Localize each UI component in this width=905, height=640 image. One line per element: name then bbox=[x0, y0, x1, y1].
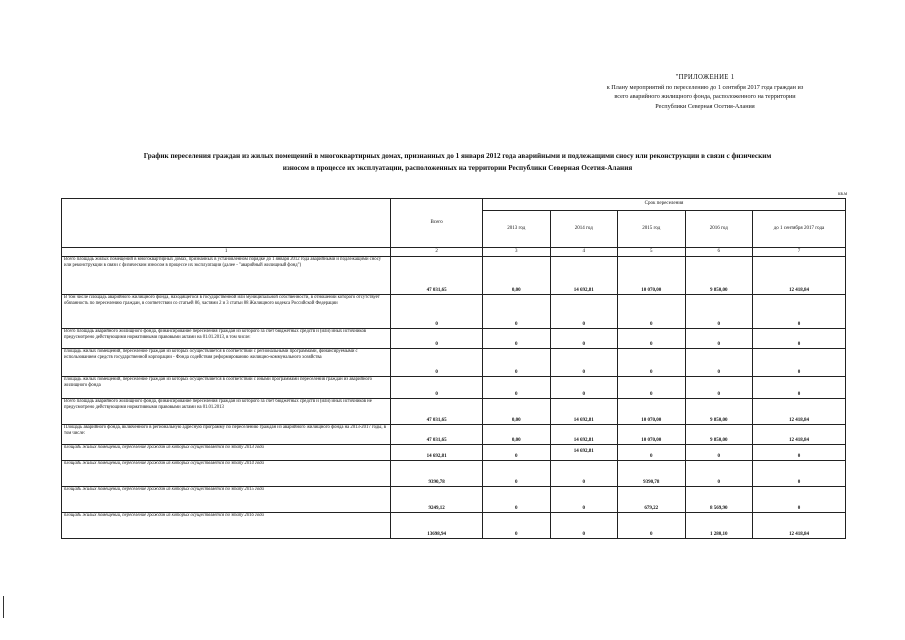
row-total-value: 9249,12 bbox=[391, 487, 483, 513]
row-year-value: 0 bbox=[550, 487, 618, 513]
row-description: площадь жилых помещений, переселение граждан из которых осуществляется по этапу 2013 года bbox=[62, 445, 391, 461]
row-total-value: 14 692,81 bbox=[391, 445, 483, 461]
header-year: 2013 год bbox=[482, 211, 550, 248]
row-year-value: 0 bbox=[753, 461, 846, 487]
appendix-heading: "ПРИЛОЖЕНИЕ 1 bbox=[675, 74, 735, 81]
resettlement-schedule-table bbox=[61, 198, 846, 539]
header-description-cell bbox=[62, 199, 391, 248]
row-total-value: 0 bbox=[391, 349, 483, 377]
header-year: до 1 сентября 2017 года bbox=[753, 211, 846, 248]
row-year-value: 0 bbox=[550, 461, 618, 487]
row-year-value: 0 bbox=[753, 329, 846, 349]
margin-mark bbox=[3, 596, 4, 618]
row-total-value: 0 bbox=[391, 295, 483, 329]
row-year-value: 9 850,00 bbox=[685, 257, 753, 295]
row-total-value: 13698,94 bbox=[391, 513, 483, 539]
row-year-value: 8 569,90 bbox=[685, 487, 753, 513]
row-year-value: 10 070,00 bbox=[618, 399, 686, 425]
row-year-value: 0 bbox=[753, 487, 846, 513]
row-total-value: 9390,78 bbox=[391, 461, 483, 487]
row-year-value: 0 bbox=[618, 377, 686, 399]
row-year-value: 0 bbox=[685, 329, 753, 349]
row-description: площадь жилых помещений, переселение граждан из которых осуществляется по этапу 2014 года bbox=[62, 461, 391, 487]
header-year: 2014 год bbox=[550, 211, 618, 248]
header-resettlement-period: Срок переселения bbox=[482, 199, 845, 211]
table-body bbox=[62, 257, 846, 539]
row-year-value: 0 bbox=[550, 329, 618, 349]
appendix-line: Республики Северная Осетия-Алания bbox=[655, 102, 755, 110]
row-year-value: 9 850,00 bbox=[685, 399, 753, 425]
row-year-value: 0 bbox=[482, 513, 550, 539]
row-total-value: 47 031,65 bbox=[391, 399, 483, 425]
table-row bbox=[62, 425, 846, 445]
row-description: площадь жилых помещений, переселение граждан из которых осуществляется в соответствии с иными программами переселения граждан из аварийного жилищного фонда bbox=[62, 377, 391, 399]
row-year-value: 0 bbox=[753, 349, 846, 377]
row-year-value: 12 418,84 bbox=[753, 425, 846, 445]
row-year-value: 12 418,84 bbox=[753, 399, 846, 425]
table-row bbox=[62, 295, 846, 329]
header-year: 2016 год bbox=[685, 211, 753, 248]
column-number: 5 bbox=[618, 248, 686, 257]
row-year-value: 0 bbox=[550, 349, 618, 377]
row-year-value: 0 bbox=[753, 445, 846, 461]
row-year-value: 679,22 bbox=[618, 487, 686, 513]
row-year-value: 1 280,10 bbox=[685, 513, 753, 539]
row-year-value: 0 bbox=[685, 445, 753, 461]
row-year-value: 0 bbox=[482, 487, 550, 513]
header-row bbox=[62, 199, 846, 211]
table-row bbox=[62, 377, 846, 399]
row-year-value: 0 bbox=[482, 445, 550, 461]
title-line: График переселения граждан из жилых помещений в многоквартирных домах, признанных до 1 января 2012 года аварийными и подлежащими сносу или реконструкции в связи с физическим bbox=[143, 152, 772, 160]
column-number: 4 bbox=[550, 248, 618, 257]
row-year-value: 0,00 bbox=[482, 257, 550, 295]
column-number: 1 bbox=[62, 248, 391, 257]
appendix-line: к Плану мероприятий по переселению до 1 сентября 2017 года граждан из bbox=[606, 83, 804, 91]
column-number: 7 bbox=[753, 248, 846, 257]
row-total-value: 47 031,65 bbox=[391, 257, 483, 295]
row-total-value: 0 bbox=[391, 329, 483, 349]
table-row bbox=[62, 445, 846, 461]
row-year-value: 14 692,81 bbox=[550, 425, 618, 445]
row-year-value: 0 bbox=[550, 377, 618, 399]
appendix-block bbox=[560, 73, 850, 111]
row-year-value: 0 bbox=[618, 329, 686, 349]
row-year-value: 10 070,00 bbox=[618, 425, 686, 445]
title-line: износом в процессе их эксплуатации, расположенных на территории Республики Северная Осетия-Алания bbox=[282, 164, 633, 172]
row-year-value: 10 070,00 bbox=[618, 257, 686, 295]
table-row bbox=[62, 487, 846, 513]
table-row bbox=[62, 329, 846, 349]
row-year-value: 9390,78 bbox=[618, 461, 686, 487]
row-year-value: 0 bbox=[482, 377, 550, 399]
row-year-value: 0,00 bbox=[482, 425, 550, 445]
row-year-value: 0 bbox=[685, 349, 753, 377]
row-year-value: 0 bbox=[482, 329, 550, 349]
row-year-value: 0 bbox=[482, 295, 550, 329]
row-year-value: 9 850,00 bbox=[685, 425, 753, 445]
table-row bbox=[62, 513, 846, 539]
row-year-value: 14 692,81 bbox=[550, 399, 618, 425]
table-row bbox=[62, 349, 846, 377]
units-label: кв.м bbox=[838, 192, 847, 197]
document-title bbox=[70, 150, 845, 174]
column-number: 3 bbox=[482, 248, 550, 257]
row-year-value: 0 bbox=[618, 295, 686, 329]
row-description: Всего площадь жилых помещений в многоквартирных домах, признанных в установленном порядке до 1 января 2012 года аварийными и подлежащими сносу или реконструкции в связи с физическим износом в процессе их эксплуатации (далее - "аварийный жилищный фонд") bbox=[62, 257, 391, 295]
row-description: площадь жилых помещений, переселение граждан из которых осуществляется по этапу 2015 года bbox=[62, 487, 391, 513]
row-year-value: 0 bbox=[685, 461, 753, 487]
row-year-value: 12 418,84 bbox=[753, 513, 846, 539]
row-description: площадь жилых помещений, переселение граждан из которых осуществляется в соответствии с региональными программами, финансируемыми с использованием средств государственной корпорации - Фонда содействия реформированию жилищно-коммунального хозяйства bbox=[62, 349, 391, 377]
column-number-row bbox=[62, 248, 846, 257]
table-row bbox=[62, 461, 846, 487]
row-year-value: 14 692,81 bbox=[550, 445, 618, 461]
table-row bbox=[62, 399, 846, 425]
row-year-value: 0 bbox=[753, 377, 846, 399]
row-description: Всего площадь аварийного жилищного фонда, финансирование переселения граждан из которого за счет бюджетных средств и (или) иных источников не предусмотрено действующими нормативными правовыми актами на 01.01.2013 bbox=[62, 399, 391, 425]
row-total-value: 47 031,65 bbox=[391, 425, 483, 445]
header-total: Всего bbox=[391, 199, 483, 248]
column-number: 2 bbox=[391, 248, 483, 257]
row-year-value: 0 bbox=[685, 295, 753, 329]
row-description: В том числе площадь аварийного жилищного фонда, находящегося в государственной или муниципальной собственности, в отношении которого отсутствует обязанность по переселению граждан, в соответствии со статьей 86, частями 2 и 3 статьи 88 Жилищного кодекса Российской Федерации bbox=[62, 295, 391, 329]
row-year-value: 0 bbox=[685, 377, 753, 399]
appendix-line: всего аварийного жилищного фонда, расположенного на территории bbox=[614, 93, 796, 100]
row-year-value: 0 bbox=[753, 295, 846, 329]
row-year-value: 12 418,84 bbox=[753, 257, 846, 295]
row-year-value: 0 bbox=[550, 513, 618, 539]
row-year-value: 0 bbox=[482, 461, 550, 487]
row-year-value: 14 692,81 bbox=[550, 257, 618, 295]
row-description: Площадь аварийного фонда, включенного в региональную адресную программу по переселению граждан из аварийного жилищного фонда на 2013-2017 годы, в том числе: bbox=[62, 425, 391, 445]
row-year-value: 0 bbox=[618, 513, 686, 539]
row-total-value: 0 bbox=[391, 377, 483, 399]
row-description: площадь жилых помещений, переселение граждан из которых осуществляется по этапу 2016 года bbox=[62, 513, 391, 539]
table-row bbox=[62, 257, 846, 295]
row-description: Всего площадь аварийного жилищного фонда, финансирование переселения граждан из которого за счет бюджетных средств и (или) иных источников предусмотрено действующими нормативными правовыми актами на 01.01.2013, в том числе: bbox=[62, 329, 391, 349]
row-year-value: 0,00 bbox=[482, 399, 550, 425]
row-year-value: 0 bbox=[618, 349, 686, 377]
row-year-value: 0 bbox=[618, 445, 686, 461]
column-number: 6 bbox=[685, 248, 753, 257]
header-year: 2015 год bbox=[618, 211, 686, 248]
row-year-value: 0 bbox=[482, 349, 550, 377]
row-year-value: 0 bbox=[550, 295, 618, 329]
